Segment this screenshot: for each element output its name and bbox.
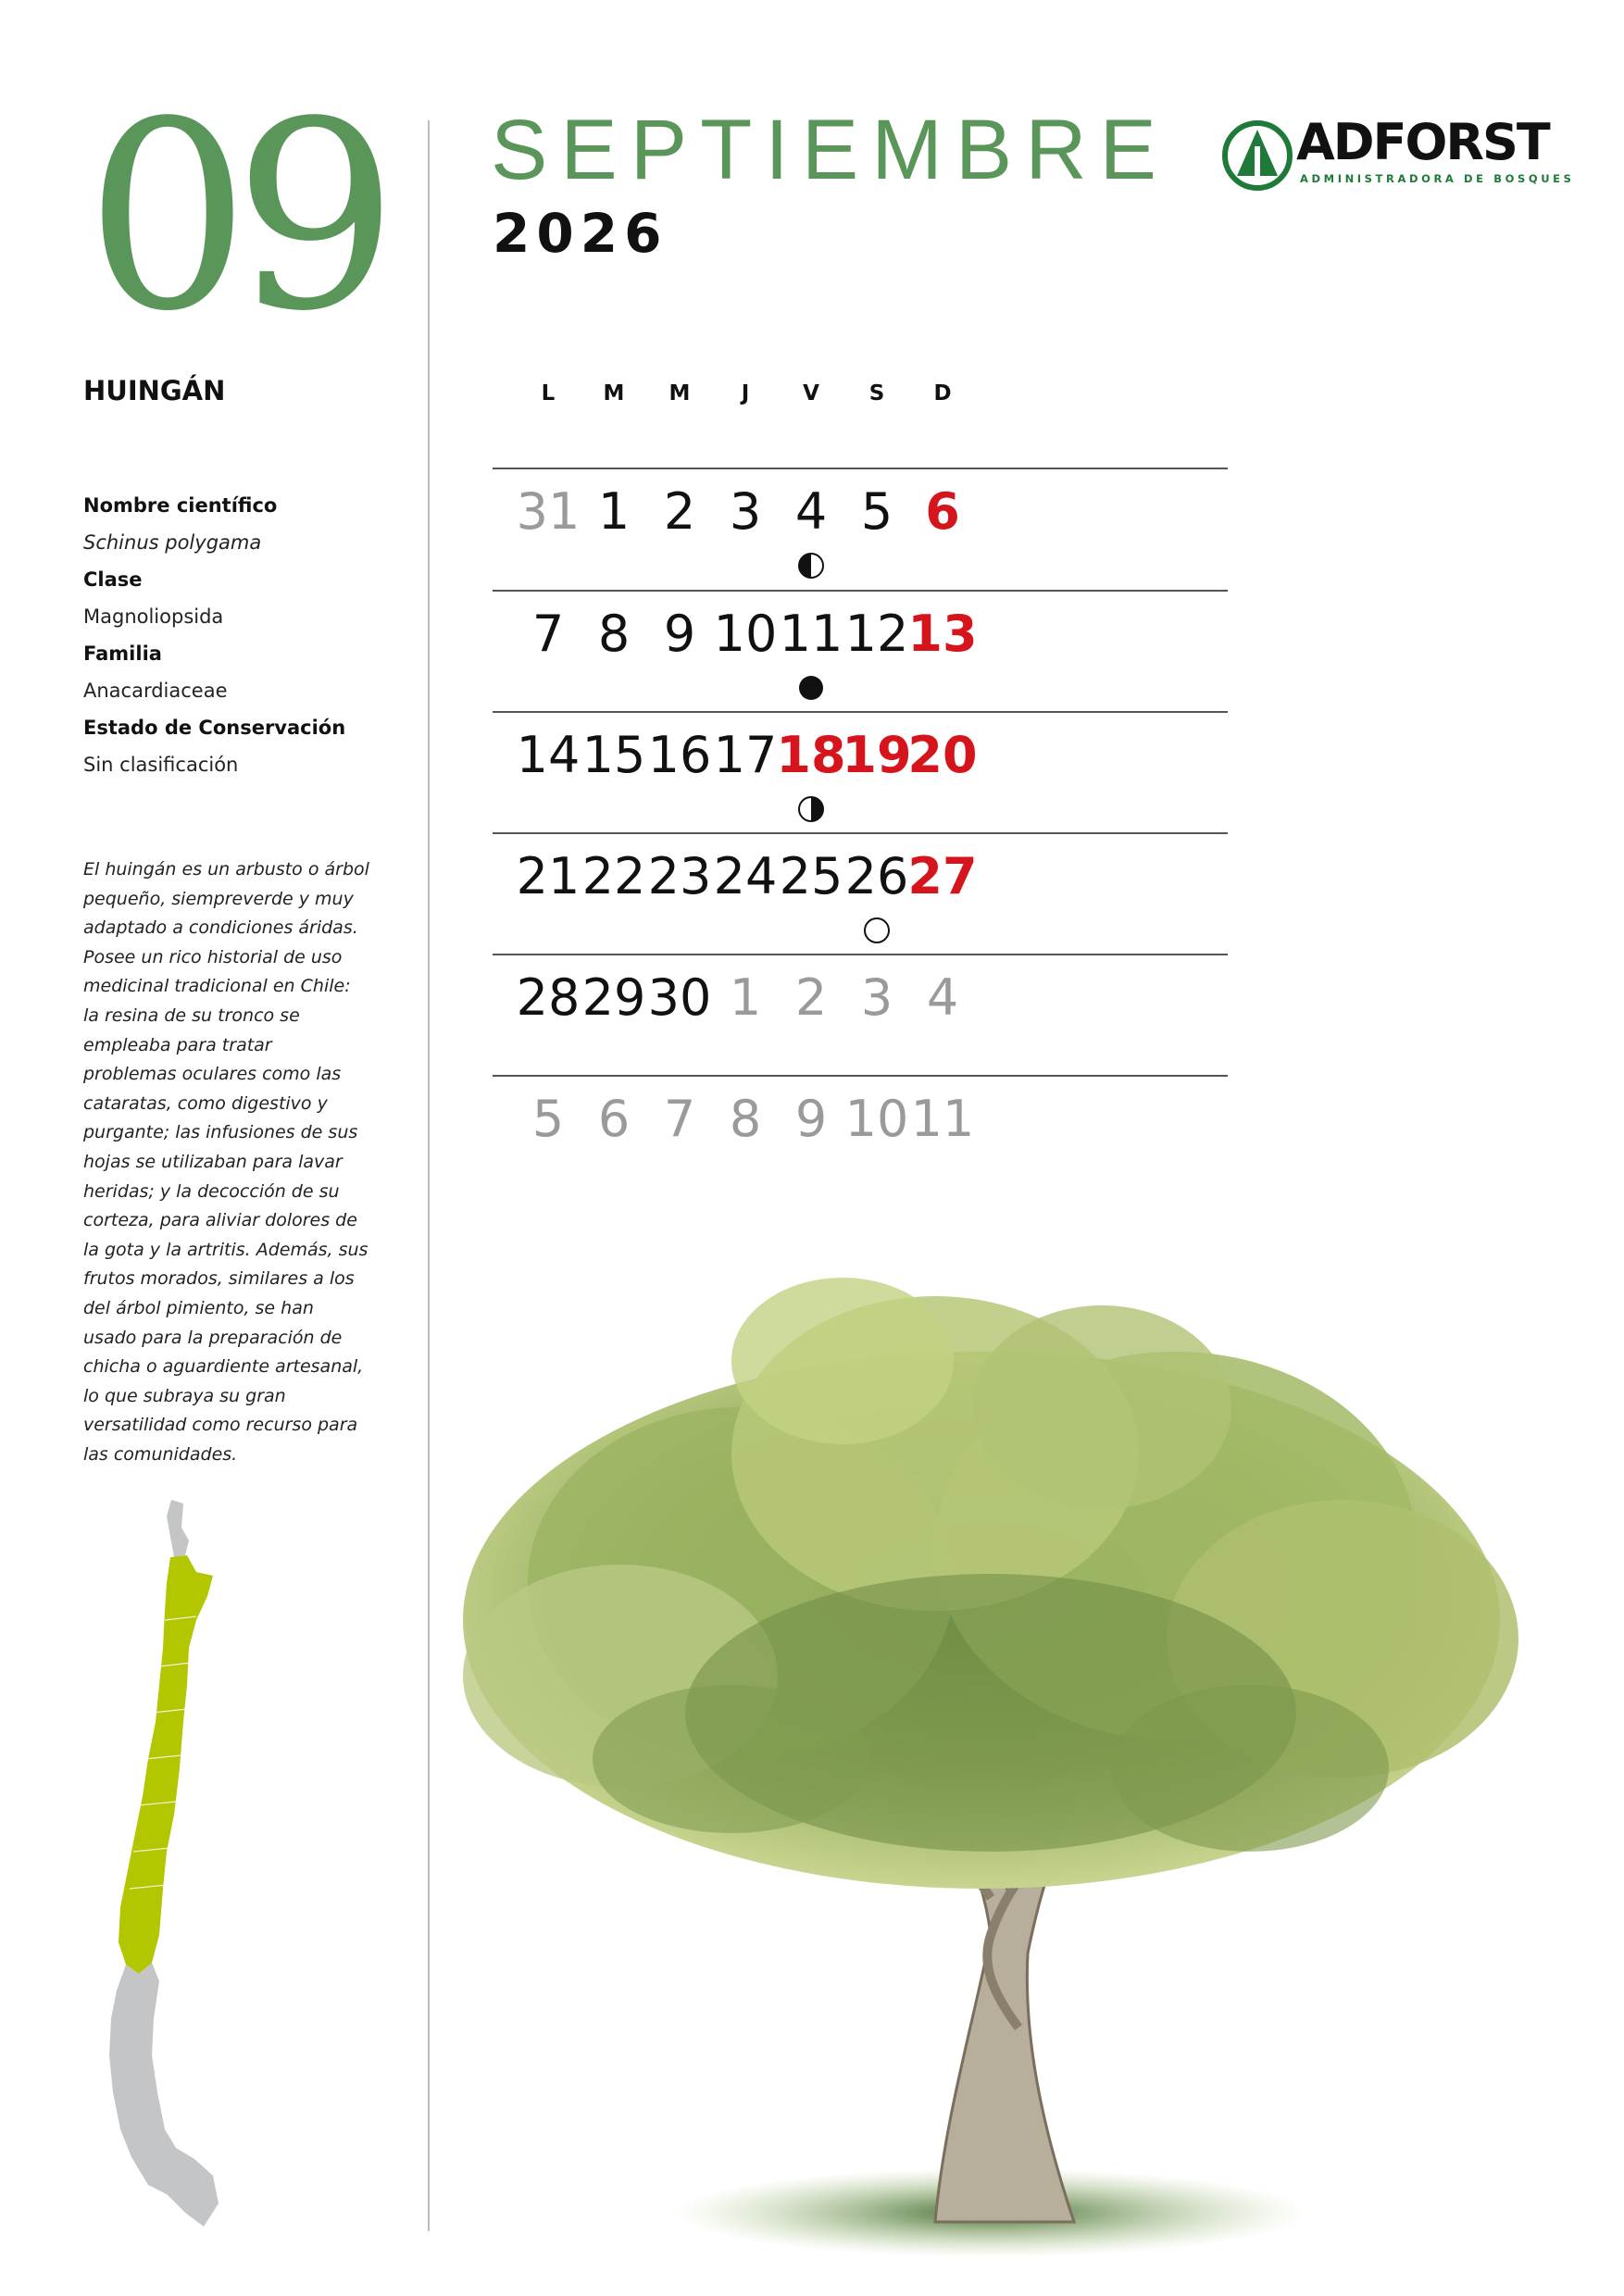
week-separator: [493, 832, 1228, 834]
calendar-day: 19: [842, 726, 912, 784]
calendar-day-outside: 2: [794, 968, 828, 1027]
calendar-day: 16: [647, 726, 712, 784]
map-region-south-gray: [109, 1963, 219, 2227]
field-value-scientific-name: Schinus polygama: [83, 531, 262, 554]
species-info: [83, 493, 380, 789]
calendar-day: 21: [516, 847, 581, 905]
calendar-day-outside: 10: [844, 1090, 909, 1148]
month-name: SEPTIEMBRE: [491, 103, 1170, 197]
calendar-day: 12: [844, 605, 909, 663]
week-separator: [493, 954, 1228, 955]
calendar-day-outside: 31: [516, 482, 581, 541]
calendar-day: 4: [794, 482, 828, 541]
calendar-day: 14: [516, 726, 581, 784]
week-separator: [493, 1075, 1228, 1077]
calendar-day: 6: [925, 482, 960, 541]
map-region-distribution-green: [119, 1555, 213, 1974]
field-value-conservation: Sin clasificación: [83, 754, 239, 776]
calendar-day: 23: [647, 847, 712, 905]
tree-icon: [1220, 119, 1294, 193]
calendar-day-outside: 4: [926, 968, 959, 1027]
calendar-day-outside: 7: [663, 1090, 696, 1148]
week-separator: [493, 590, 1228, 592]
map-region-north-gray: [167, 1500, 189, 1557]
field-value-class: Magnoliopsida: [83, 605, 224, 628]
calendar-day: 30: [647, 968, 712, 1027]
week-separator: [493, 468, 1228, 469]
calendar-day: 18: [776, 726, 846, 784]
month-number: 09: [85, 67, 382, 368]
calendar-day: 20: [907, 726, 978, 784]
brand-logo: [1220, 113, 1575, 193]
calendar-day: 24: [713, 847, 778, 905]
calendar-day: 25: [779, 847, 843, 905]
field-value-family: Anacardiaceae: [83, 680, 228, 702]
calendar-day-outside: 3: [860, 968, 893, 1027]
calendar-day: 11: [779, 605, 843, 663]
weekday-header: M: [603, 381, 625, 406]
calendar-day: 13: [907, 605, 978, 663]
logo-tagline: ADMINISTRADORA DE BOSQUES: [1300, 172, 1575, 185]
calendar-day: 27: [907, 847, 978, 905]
calendar-day: 7: [531, 605, 565, 663]
calendar-day: 22: [581, 847, 646, 905]
calendar-day: 28: [516, 968, 581, 1027]
species-name: HUINGÁN: [83, 375, 226, 406]
week-separator: [493, 711, 1228, 713]
calendar-day: 15: [581, 726, 646, 784]
weekday-header: V: [803, 381, 819, 406]
weekday-header: D: [933, 381, 952, 406]
field-label-family: Familia: [83, 643, 162, 665]
tree-canopy: [463, 1278, 1518, 1889]
calendar-day-outside: 6: [597, 1090, 631, 1148]
calendar-day-outside: 5: [531, 1090, 565, 1148]
logo-name: ADFORST: [1296, 113, 1549, 171]
last-quarter-moon-icon: [796, 551, 826, 580]
calendar-day-outside: 8: [729, 1090, 762, 1148]
calendar-day: 5: [860, 482, 893, 541]
calendar-day: 1: [597, 482, 631, 541]
species-description: El huingán es un arbusto o árbol pequeño, siempreverde y muy adaptado a condiciones áridas. Posee un rico historial de uso medicinal tradicional en Chile: la resina de su tronco se empleaba para tratar problemas oculares como las cataratas, como digestivo y purgante; las infusiones de sus hojas se utilizaban para lavar heridas; y la decocción de su corteza, para aliviar dolores de la gota y la artritis. Además, sus frutos morados, similares a los del árbol pimiento, se han usado para la preparación de chicha o aguardiente artesanal, lo que subraya su gran versatilidad como recurso para las comunidades.: [83, 859, 369, 1465]
new-moon-moon-icon: [796, 673, 826, 703]
weekday-header: L: [541, 381, 556, 406]
field-label-scientific-name: Nombre científico: [83, 494, 278, 517]
weekday-header: S: [868, 381, 885, 406]
weekday-header: J: [741, 381, 750, 406]
calendar-day: 26: [844, 847, 909, 905]
calendar-day: 10: [713, 605, 778, 663]
calendar-day: 3: [729, 482, 762, 541]
calendar-day-outside: 9: [794, 1090, 828, 1148]
field-label-class: Clase: [83, 568, 143, 591]
calendar-day: 9: [663, 605, 696, 663]
chile-distribution-map: [74, 1500, 231, 2231]
field-label-conservation: Estado de Conservación: [83, 717, 346, 739]
calendar-day-outside: 11: [910, 1090, 975, 1148]
weekday-header: M: [668, 381, 691, 406]
full-moon-moon-icon: [862, 916, 892, 945]
calendar-day: 8: [597, 605, 631, 663]
huingan-tree-illustration: [343, 1194, 1602, 2277]
year: 2026: [493, 202, 668, 265]
calendar-day: 29: [581, 968, 646, 1027]
first-quarter-moon-icon: [796, 794, 826, 824]
calendar-day-outside: 1: [729, 968, 762, 1027]
calendar-day: 17: [713, 726, 778, 784]
calendar-day: 2: [663, 482, 696, 541]
